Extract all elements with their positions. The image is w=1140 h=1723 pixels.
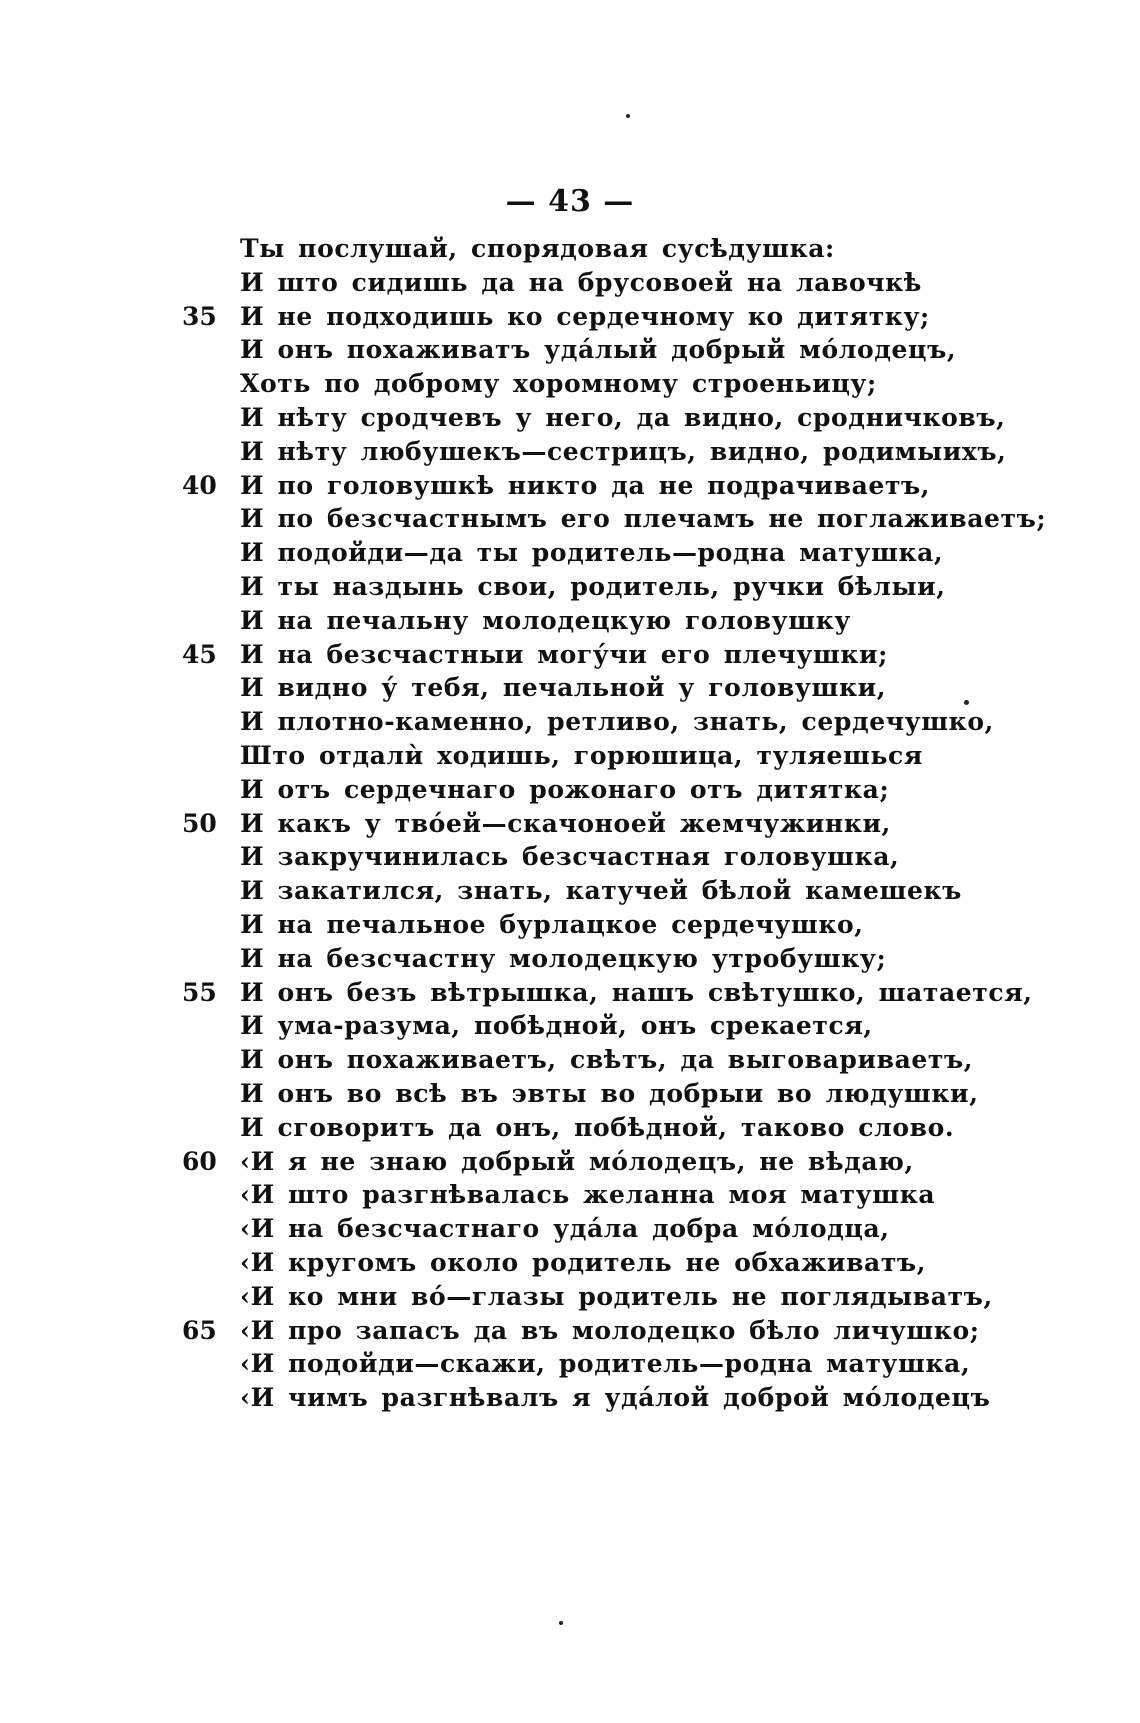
verse-text: Хоть по доброму хоромному строеньицу; <box>240 369 877 399</box>
verse-text: И на печальну молодецкую головушку <box>240 605 851 635</box>
verse-text: И какъ у твóей—скачоноей жемчужинки, <box>240 808 891 838</box>
line-number: 60 <box>182 1146 217 1176</box>
verse-text: И онъ во всѣ въ эвты во добрыи во людушки, <box>240 1078 979 1108</box>
verse-line <box>0 604 1140 638</box>
verse-line <box>0 232 1140 266</box>
verse-text: И онъ похаживатъ удáлый добрый мóлодецъ, <box>240 335 957 365</box>
verse-text: И на безсчастну молодецкую утробушку; <box>240 943 887 973</box>
verse-text: И подойди—да ты родитель—родна матушка, <box>240 538 944 568</box>
verse-line <box>0 807 1140 841</box>
verse-text: И отъ сердечнаго рожонаго отъ дитятка; <box>240 774 890 804</box>
verse-text: ‹И чимъ разгнѣвалъ я удáлой доброй мóлодецъ <box>240 1383 991 1413</box>
verse-line <box>0 942 1140 976</box>
verse-line <box>0 1111 1140 1145</box>
verse-line <box>0 1381 1140 1415</box>
verse-line <box>0 1178 1140 1212</box>
verse-line <box>0 1347 1140 1381</box>
verse-text: ‹И на безсчастнаго удáла добра мóлодца, <box>240 1214 890 1244</box>
verse-line <box>0 435 1140 469</box>
verse-text: И закатился, знать, катучей бѣлой камешекъ <box>240 876 962 906</box>
verse-text: И плотно-каменно, ретливо, знать, сердечушко, <box>240 707 994 737</box>
verse-text: ‹И што разгнѣвалась желанна моя матушка <box>240 1180 936 1210</box>
verse-text: И сговоритъ да онъ, побѣдной, таково слово. <box>240 1112 955 1142</box>
line-number: 50 <box>182 808 217 838</box>
verse-line <box>0 1077 1140 1111</box>
verse-line <box>0 908 1140 942</box>
verse-line <box>0 536 1140 570</box>
verse-line <box>0 469 1140 503</box>
verse-text: ‹И кругомъ около родитель не обхаживатъ, <box>240 1247 927 1277</box>
poem-body <box>0 232 1140 1415</box>
line-number: 55 <box>182 977 217 1007</box>
verse-text: ‹И я не знаю добрый мóлодецъ, не вѣдаю, <box>240 1146 914 1176</box>
verse-text: И нѣту любушекъ—сестрицъ, видно, родимыихъ, <box>240 436 1007 466</box>
line-number: 65 <box>182 1315 217 1345</box>
verse-line <box>0 1314 1140 1348</box>
verse-text: ‹И подойди—скажи, родитель—родна матушка, <box>240 1349 971 1379</box>
verse-text: И на печальное бурлацкое сердечушко, <box>240 909 864 939</box>
line-number: 35 <box>182 301 217 331</box>
verse-text: И видно у́ тебя, печальной у головушки, <box>240 673 887 703</box>
verse-text: И што сидишь да на брусовоей на лавочкѣ <box>240 267 922 297</box>
verse-text: И онъ безъ вѣтрышка, нашъ свѣтушко, шатается, <box>240 977 1033 1007</box>
verse-text: И закручинилась безсчастная головушка, <box>240 842 900 872</box>
line-number: 45 <box>182 639 217 669</box>
verse-line <box>0 1212 1140 1246</box>
print-speck-bottom <box>559 1621 563 1625</box>
page-number-header: — 43 — <box>505 184 635 219</box>
verse-line <box>0 266 1140 300</box>
verse-line <box>0 1043 1140 1077</box>
verse-text: И по головушкѣ никто да не подрачиваетъ, <box>240 470 931 500</box>
verse-text: И ума-разума, побѣдной, онъ срекается, <box>240 1011 873 1041</box>
verse-text: Што отдалѝ ходишь, горюшица, туляешься <box>240 740 923 770</box>
verse-line <box>0 1145 1140 1179</box>
verse-line <box>0 976 1140 1010</box>
verse-text: И нѣту сродчевъ у него, да видно, сродничковъ, <box>240 402 1006 432</box>
verse-line <box>0 773 1140 807</box>
verse-text: ‹И про запасъ да въ молодецко бѣло личушко; <box>240 1315 980 1345</box>
verse-text: И ты наздынь свои, родитель, ручки бѣлыи, <box>240 571 946 601</box>
print-speck-top <box>626 114 630 118</box>
verse-line <box>0 300 1140 334</box>
verse-line <box>0 502 1140 536</box>
verse-text: И по безсчастнымъ его плечамъ не поглаживаетъ; <box>240 504 1047 534</box>
verse-text: Ты послушай, спорядовая сусѣдушка: <box>240 234 835 263</box>
verse-line <box>0 739 1140 773</box>
verse-text: И не подходишь ко сердечному ко дитятку; <box>240 301 930 331</box>
verse-line <box>0 1009 1140 1043</box>
verse-line <box>0 401 1140 435</box>
verse-line <box>0 840 1140 874</box>
verse-line <box>0 333 1140 367</box>
verse-text: И онъ похаживаетъ, свѣтъ, да выговариваетъ, <box>240 1045 974 1075</box>
verse-line <box>0 874 1140 908</box>
verse-line <box>0 705 1140 739</box>
verse-line <box>0 570 1140 604</box>
line-number: 40 <box>182 470 217 500</box>
verse-line <box>0 1280 1140 1314</box>
verse-text: И на безсчастныи могу́чи его плечушки; <box>240 639 888 669</box>
verse-text: ‹И ко мни вó—глазы родитель не поглядыватъ, <box>240 1281 993 1311</box>
verse-line <box>0 367 1140 401</box>
verse-line <box>0 638 1140 672</box>
verse-line <box>0 671 1140 705</box>
verse-line <box>0 1246 1140 1280</box>
